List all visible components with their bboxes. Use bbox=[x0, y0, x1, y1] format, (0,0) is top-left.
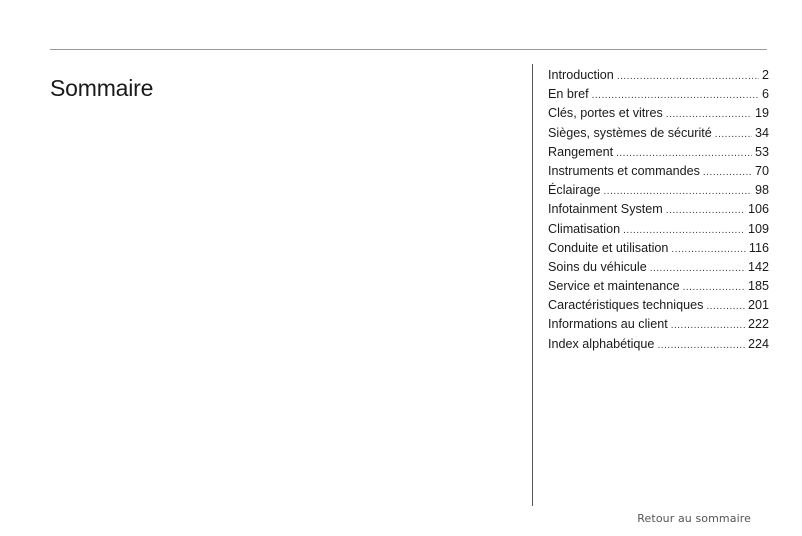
dot-leader bbox=[650, 259, 745, 278]
toc-entry-informations-client[interactable] bbox=[548, 315, 769, 334]
toc-entry-page: 34 bbox=[754, 125, 769, 140]
toc-entry-cles-portes-vitres[interactable] bbox=[548, 104, 769, 123]
dot-leader bbox=[715, 125, 752, 144]
toc-entry-page: 6 bbox=[761, 87, 769, 102]
dot-leader bbox=[592, 86, 759, 105]
dot-leader bbox=[666, 105, 752, 124]
dot-leader bbox=[671, 240, 746, 259]
toc-entry-conduite-utilisation[interactable] bbox=[548, 239, 769, 258]
toc-entry-introduction[interactable] bbox=[548, 66, 769, 85]
toc-entry-label: Rangement bbox=[548, 144, 614, 159]
toc-entry-eclairage[interactable] bbox=[548, 181, 769, 200]
toc-entry-page: 116 bbox=[748, 240, 769, 255]
dot-leader bbox=[657, 336, 745, 355]
toc-entry-page: 222 bbox=[747, 317, 769, 332]
toc-entry-page: 70 bbox=[754, 163, 769, 178]
dot-leader bbox=[666, 201, 745, 220]
toc-entry-label: Climatisation bbox=[548, 221, 621, 236]
toc-entry-instruments-commandes[interactable] bbox=[548, 162, 769, 181]
dot-leader bbox=[617, 67, 759, 86]
toc-entry-label: Clés, portes et vitres bbox=[548, 106, 663, 121]
header-rule bbox=[50, 49, 767, 50]
dot-leader bbox=[616, 144, 752, 163]
toc-entry-label: Service et maintenance bbox=[548, 279, 680, 294]
toc-entry-page: 201 bbox=[747, 298, 769, 313]
dot-leader bbox=[604, 182, 752, 201]
toc-entry-label: Infotainment System bbox=[548, 202, 663, 217]
toc-entry-label: Introduction bbox=[548, 68, 614, 82]
toc-entry-label: Conduite et utilisation bbox=[548, 240, 669, 255]
toc-entry-service-maintenance[interactable] bbox=[548, 277, 769, 296]
toc-entry-label: Index alphabétique bbox=[548, 336, 655, 351]
toc-entry-infotainment-system[interactable] bbox=[548, 200, 769, 219]
dot-leader bbox=[706, 297, 745, 316]
toc-entry-en-bref[interactable] bbox=[548, 85, 769, 104]
toc-entry-page: 2 bbox=[761, 68, 769, 82]
table-of-contents bbox=[548, 66, 769, 354]
page-title: Sommaire bbox=[50, 75, 154, 102]
toc-entry-page: 98 bbox=[754, 183, 769, 198]
toc-entry-label: En bref bbox=[548, 87, 589, 102]
toc-entry-label: Instruments et commandes bbox=[548, 163, 700, 178]
toc-entry-page: 224 bbox=[747, 336, 769, 351]
dot-leader bbox=[703, 163, 752, 182]
toc-entry-label: Sièges, systèmes de sécurité bbox=[548, 125, 712, 140]
toc-entry-label: Soins du véhicule bbox=[548, 259, 647, 274]
dot-leader bbox=[683, 278, 745, 297]
toc-entry-index-alphabetique[interactable] bbox=[548, 335, 769, 354]
back-to-contents-link[interactable]: Retour au sommaire bbox=[637, 512, 751, 525]
dot-leader bbox=[623, 221, 745, 240]
toc-entry-page: 19 bbox=[754, 106, 769, 121]
toc-entry-rangement[interactable] bbox=[548, 143, 769, 162]
toc-entry-caracteristiques-techniques[interactable] bbox=[548, 296, 769, 315]
toc-entry-page: 53 bbox=[754, 144, 769, 159]
column-divider bbox=[532, 64, 533, 506]
toc-entry-sieges-securite[interactable] bbox=[548, 124, 769, 143]
toc-entry-soins-vehicule[interactable] bbox=[548, 258, 769, 277]
dot-leader bbox=[671, 316, 745, 335]
toc-entry-page: 109 bbox=[747, 221, 769, 236]
toc-entry-page: 106 bbox=[747, 202, 769, 217]
toc-entry-page: 185 bbox=[747, 279, 769, 294]
toc-entry-label: Informations au client bbox=[548, 317, 668, 332]
toc-entry-page: 142 bbox=[747, 259, 769, 274]
toc-entry-label: Éclairage bbox=[548, 183, 601, 198]
toc-entry-climatisation[interactable] bbox=[548, 220, 769, 239]
toc-entry-label: Caractéristiques techniques bbox=[548, 298, 704, 313]
